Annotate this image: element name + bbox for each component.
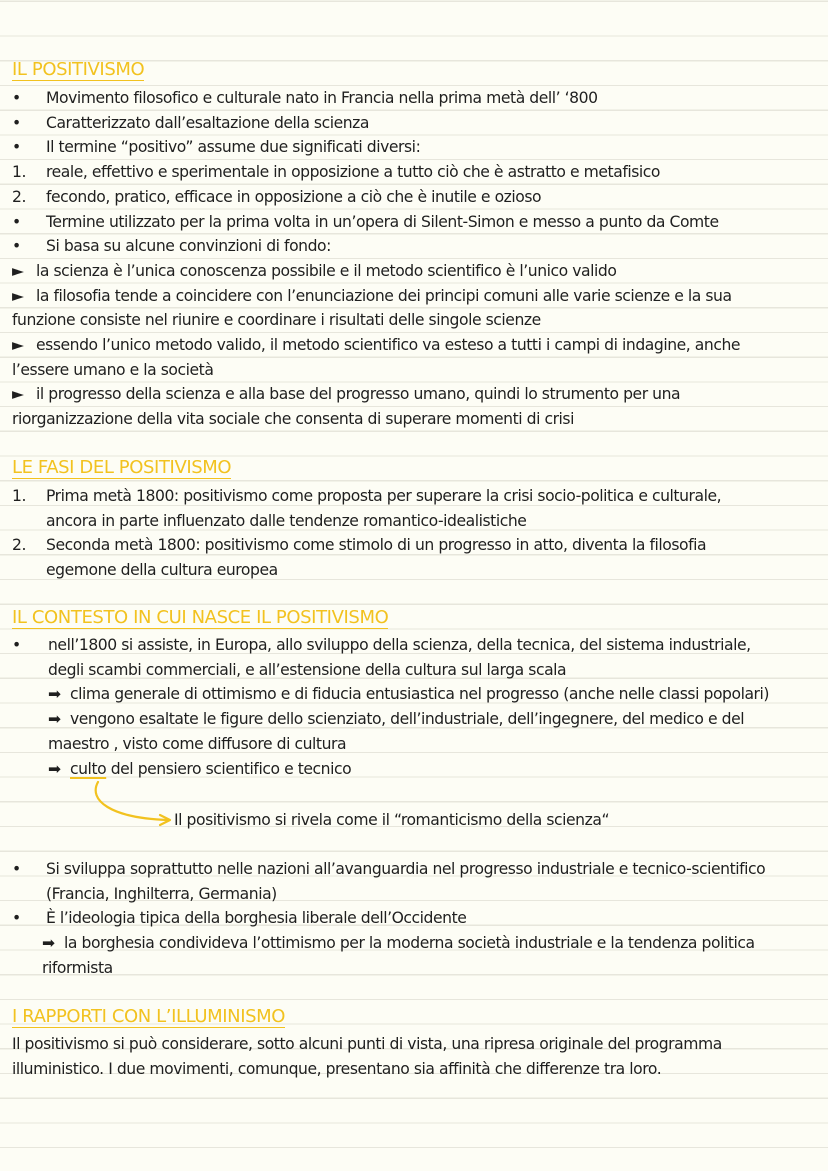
bullet: • bbox=[12, 636, 21, 654]
item-text: Seconda metà 1800: positivismo come stimolo di un progresso in atto, diventa la filosofia bbox=[46, 536, 707, 555]
arrow-item bbox=[12, 333, 820, 358]
list-item bbox=[12, 135, 820, 160]
item-text: fecondo, pratico, efficace in opposizione a ciò che è inutile e ozioso bbox=[46, 187, 542, 206]
continuation-line bbox=[12, 658, 820, 683]
arrow-icon: ➡ bbox=[48, 710, 61, 729]
item-text: l’essere umano e la società bbox=[12, 360, 214, 379]
item-text: Si basa su alcune convinzioni di fondo: bbox=[46, 237, 331, 256]
sub-arrow-item bbox=[12, 682, 820, 707]
list-item bbox=[12, 857, 820, 882]
continuation-line bbox=[12, 308, 820, 333]
arrow-icon: ➡ bbox=[42, 934, 55, 953]
item-text: Prima metà 1800: positivismo come proposta per superare la crisi socio-politica e culturale, bbox=[46, 487, 722, 505]
underlined-word: culto bbox=[70, 759, 107, 778]
item-text: Caratterizzato dall’esaltazione della scienza bbox=[46, 113, 370, 132]
item-text: funzione consiste nel riunire e coordinare i risultati delle singole scienze bbox=[12, 311, 541, 330]
list-item bbox=[12, 86, 820, 111]
bullet: • bbox=[12, 113, 21, 132]
numbered-item bbox=[12, 484, 820, 509]
heading-text: LE FASI DEL POSITIVISMO bbox=[12, 457, 232, 478]
callout bbox=[12, 808, 820, 833]
paragraph-text: Il positivismo si può considerare, sotto alcuni punti di vista, una ripresa originale del programma bbox=[12, 1035, 722, 1053]
number: 2. bbox=[12, 187, 26, 206]
section-heading-fasi bbox=[12, 456, 820, 481]
arrow-marker: ► bbox=[12, 336, 24, 354]
bullet: • bbox=[12, 237, 21, 256]
heading-text: IL CONTESTO IN CUI NASCE IL POSITIVISMO bbox=[12, 607, 389, 628]
number: 2. bbox=[12, 536, 26, 555]
number: 1. bbox=[12, 487, 26, 505]
item-text bbox=[70, 757, 351, 782]
list-item bbox=[12, 210, 820, 235]
list-item bbox=[12, 234, 820, 259]
numbered-item bbox=[12, 160, 820, 185]
arrow-item bbox=[12, 259, 820, 284]
numbered-item bbox=[12, 533, 820, 558]
arrow-item bbox=[12, 382, 820, 407]
item-text: maestro , visto come diffusore di cultura bbox=[48, 734, 347, 753]
item-text: clima generale di ottimismo e di fiducia entusiastica nel progresso (anche nelle classi popolari) bbox=[70, 685, 770, 704]
item-text: la scienza è l’unica conoscenza possibile e il metodo scientifico è l’unico valido bbox=[36, 261, 617, 280]
item-text-rest: del pensiero scientifico e tecnico bbox=[106, 759, 352, 778]
heading-text: IL POSITIVISMO bbox=[12, 59, 145, 80]
arrow-marker: ► bbox=[12, 261, 24, 280]
paragraph-line bbox=[12, 1032, 820, 1057]
item-text: ancora in parte influenzato dalle tendenze romantico-idealistiche bbox=[46, 511, 527, 530]
item-text: degli scambi commerciali, e all’estensione della cultura sul larga scala bbox=[48, 660, 567, 679]
bullet: • bbox=[12, 212, 21, 231]
list-item bbox=[12, 111, 820, 136]
item-text: riorganizzazione della vita sociale che consenta di superare momenti di crisi bbox=[12, 410, 574, 429]
item-text: il progresso della scienza e alla base del progresso umano, quindi lo strumento per una bbox=[36, 385, 681, 404]
bullet: • bbox=[12, 909, 21, 928]
continuation-line bbox=[12, 407, 820, 432]
item-text: Movimento filosofico e culturale nato in Francia nella prima metà dell’ ‘800 bbox=[46, 89, 598, 107]
continuation-line bbox=[12, 732, 820, 757]
sub-arrow-item bbox=[12, 707, 820, 732]
bullet: • bbox=[12, 138, 21, 157]
number: 1. bbox=[12, 163, 26, 182]
paragraph-line bbox=[12, 1057, 820, 1082]
list-item bbox=[12, 906, 820, 931]
item-text: egemone della cultura europea bbox=[46, 561, 278, 580]
arrow-icon: ➡ bbox=[48, 685, 61, 704]
item-text: È l’ideologia tipica della borghesia liberale dell’Occidente bbox=[46, 909, 467, 928]
item-text: vengono esaltate le figure dello scienziato, dell’industriale, dell’ingegnere, del medico e del bbox=[70, 710, 745, 729]
arrow-marker: ► bbox=[12, 286, 24, 305]
callout-text: Il positivismo si rivela come il “romanticismo della scienza“ bbox=[174, 811, 610, 829]
item-text: nell’1800 si assiste, in Europa, allo sviluppo della scienza, della tecnica, del sistema industriale, bbox=[48, 636, 751, 654]
numbered-item bbox=[12, 185, 820, 210]
arrow-icon: ➡ bbox=[48, 759, 61, 778]
heading-text: I RAPPORTI CON L’ILLUMINISMO bbox=[12, 1006, 286, 1027]
item-text: essendo l’unico metodo valido, il metodo scientifico va esteso a tutti i campi di indagine, anche bbox=[36, 336, 741, 354]
sub-arrow-item bbox=[12, 931, 820, 956]
bullet: • bbox=[12, 89, 21, 107]
section-heading-contesto bbox=[12, 606, 820, 631]
item-text: Termine utilizzato per la prima volta in un’opera di Silent-Simon e messo a punto da Comte bbox=[46, 212, 719, 231]
section-heading-positivismo bbox=[12, 58, 820, 83]
continuation-line bbox=[12, 882, 820, 907]
continuation-line bbox=[12, 509, 820, 534]
item-text: riformista bbox=[42, 958, 113, 977]
item-text: (Francia, Inghilterra, Germania) bbox=[46, 884, 277, 903]
sub-arrow-item bbox=[12, 757, 820, 782]
bullet: • bbox=[12, 860, 21, 878]
continuation-line bbox=[12, 358, 820, 383]
continuation-line bbox=[12, 956, 820, 981]
paragraph-text: illuministico. I due movimenti, comunque, presentano sia affinità che differenze tra loro. bbox=[12, 1059, 662, 1078]
list-item bbox=[12, 633, 820, 658]
continuation-line bbox=[12, 558, 820, 583]
section-heading-illuminismo bbox=[12, 1005, 820, 1030]
item-text: Il termine “positivo” assume due significati diversi: bbox=[46, 138, 421, 157]
item-text: Si sviluppa soprattutto nelle nazioni all’avanguardia nel progresso industriale e tecnico-scientifico bbox=[46, 860, 766, 878]
item-text: la filosofia tende a coincidere con l’enunciazione dei principi comuni alle varie scienze e la sua bbox=[36, 286, 732, 305]
item-text: la borghesia condivideva l’ottimismo per la moderna società industriale e la tendenza politica bbox=[64, 934, 755, 953]
item-text: reale, effettivo e sperimentale in opposizione a tutto ciò che è astratto e metafisico bbox=[46, 163, 661, 182]
arrow-marker: ► bbox=[12, 385, 24, 404]
arrow-item bbox=[12, 284, 820, 309]
